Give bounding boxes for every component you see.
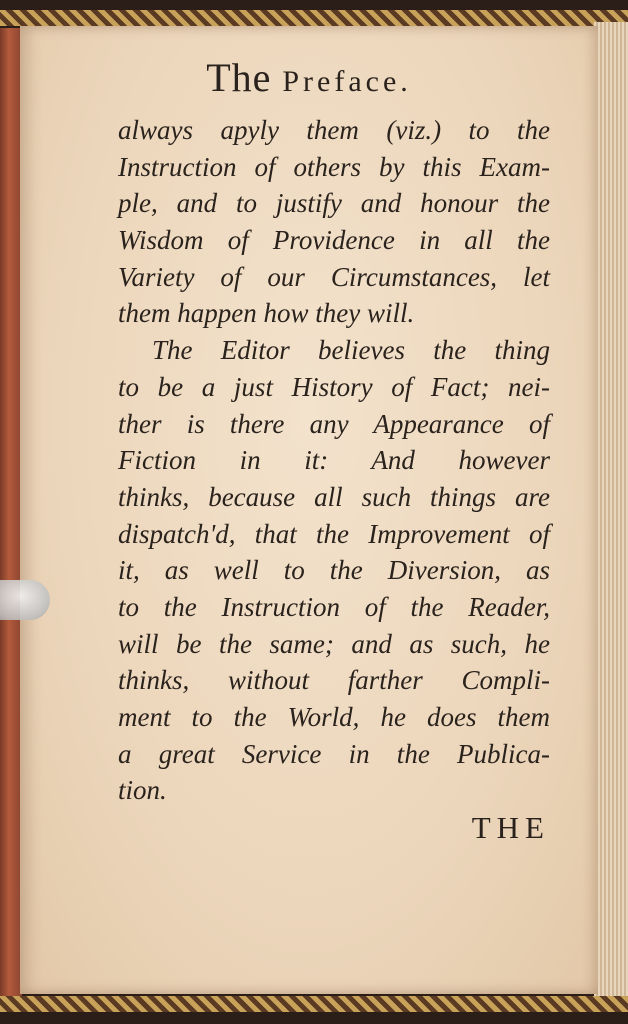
text-line: to the Instruction of the Reader, <box>118 591 550 622</box>
text-line: ment to the World, he does them <box>118 702 550 732</box>
text-line: thinks, because all such things are <box>118 481 550 512</box>
running-header <box>20 54 598 101</box>
book-cover-edge <box>0 28 22 996</box>
text-line: a great Service in the Publica- <box>118 738 550 769</box>
text-line: to be a just History of Fact; nei- <box>118 371 550 402</box>
text-line: them happen how they will. <box>118 298 415 329</box>
gilt-border-bottom <box>0 996 628 1012</box>
text-line: The Editor believes the thing <box>152 335 550 366</box>
catchword: THE <box>471 810 550 845</box>
header-the: The <box>206 55 283 100</box>
text-line: dispatch'd, that the Improvement of <box>118 518 550 549</box>
gilt-border-top <box>0 10 628 26</box>
page-tab-marker <box>0 580 50 620</box>
body-text <box>118 112 550 809</box>
text-line: ple, and to justify and honour the <box>118 188 550 219</box>
text-line: thinks, without farther Compli- <box>118 665 550 696</box>
text-line: will be the same; and as such, he <box>118 628 550 659</box>
page-edges <box>594 22 628 1006</box>
text-line: Instruction of others by this Exam- <box>118 151 550 182</box>
text-line: Variety of our Circumstances, let <box>118 261 550 292</box>
text-line: ther is there any Appearance of <box>118 408 550 439</box>
book-page <box>20 26 598 994</box>
text-line: Fiction in it: And however <box>118 445 550 476</box>
text-line: it, as well to the Diversion, as <box>118 555 550 586</box>
header-preface: Preface. <box>282 65 412 98</box>
text-line: tion. <box>118 775 167 806</box>
text-line: always apyly them (viz.) to the <box>118 115 550 145</box>
text-line: Wisdom of Providence in all the <box>118 225 550 256</box>
